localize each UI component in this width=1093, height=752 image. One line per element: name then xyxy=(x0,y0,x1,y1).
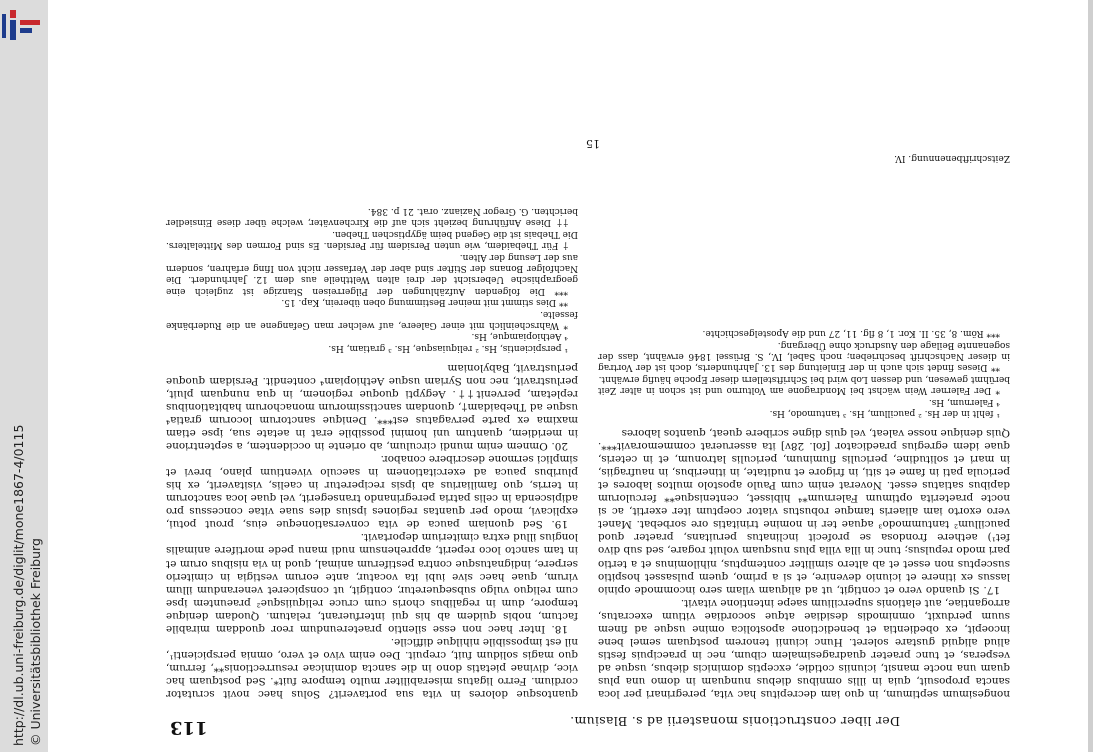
viewer-sidebar xyxy=(0,0,48,752)
footnote: ** Dieses findet sich auch in der Einleitung des 13. Jahrhunderts, doch ist der Vortrag in dieser Nachschrift beschrieben; noch Sabel, IV., S. Brüssel 1846 erwähnt, dass der sogenannte Beilage den Ausdruck ohne Übergang. xyxy=(598,339,1010,373)
footnote: *** Röm. 8, 35. II. Kor. 1, 8 flg. 11, 27 und die Apostelgeschichte. xyxy=(702,328,1000,339)
body-paragraph: quantosque dolores in vita sua portaverit? Solus haec novit scrutator cordium. Ferro ligatus miserabiliter multo tempore fuit*. Sed postquam hac vice, divinae pietatis dono in die sancta dominicae resurrectionis**, ferrum, quo magis solidum fuit, crepuit. Deo enim vivo et vero, omnia perspicienti¹, nil est impossibile nihilque difficile. xyxy=(166,635,578,700)
left-column xyxy=(598,327,1010,700)
running-title: Der liber constructionis monasterii ad s. Blasium. xyxy=(569,714,900,729)
body-paragraph: 18. Inter haec non esse silentio praetereundum reor quoddam mirabile factum, nobis quidem ab his qui interfuerant, relatum. Quodam denique tempore, dum in regalibus choris cum cruce reliquiisque² praeuntem ipse cum reliquo vulgo subsequeretur, contigit, ut conspiceret venerandum illum virum, quae haec sive iubi ita vocatur, ante eorum vestigia in cimiterio serpere, indignatusque contra pestiferum animal, quod in via nisibus orum et in tam sancto loco reperit, apprehensum nudi manu pede mortifere animalis longius illud extra cimiterium deportavit. xyxy=(166,531,578,635)
footnote: ¹ perspicientis, Hs. ² reliquiasque, Hs. ³ gratiam, Hs. xyxy=(328,342,568,353)
footnote: * Der Falerner Wein wächst bei Mondragone am Volturno und ist schon in alter Zeit berühmt gewesen, und dessen Lob wird bei Schriftstellern dieser Epoche häufig erwähnt. xyxy=(598,373,1010,396)
copyright-notice: © Universitätsbibliothek Freiburg xyxy=(28,538,43,746)
footnote: ⁴ Falernum, Hs. xyxy=(928,396,1000,407)
viewer-scrollbar[interactable] xyxy=(1088,0,1093,752)
page-number: 113 xyxy=(170,717,208,738)
right-column xyxy=(166,205,578,701)
source-url[interactable]: http://dl.ub.uni-freiburg.de/diglit/mone1867-4/0115 xyxy=(11,424,26,746)
sidebar-caption xyxy=(4,26,44,746)
footnote: †† Diese Anführung bezieht sich auf die Kirchenväter, welche über diese Einsiedler berichten. G. Gregor Nazianz. orat. 21 p. 384. xyxy=(166,205,578,228)
body-paragraph: 19. Sed quoniam pauca de vita conversationeque eius, prout potui, explicavi, modo per quantas regiones ipsius dies suae vitae concessus pro adipiscenda in celis patria peregrinando transegerit, vel quae loca sanctorum in terris, quo familiarius ab ipsis reciperetur in caelis, visitaverit, ex his pluribus pauca ad exercitationem in saeculo viventium plano, brevi et simplici sermone describere conabor. xyxy=(166,453,578,531)
footnote: ⁴ Aethiopiamque, Hs. xyxy=(471,331,568,342)
footnote: *** Die folgenden Aufzählungen der Pilgerreisen Stanzige ist zugleich eine geographische Uebersicht der drei alten Welttheile aus dem 12. Jahrhundert. Die Nachfolger Bonans der Stifter sind aber der Verfasser nicht von Ifing erfahren, sondern aus der Lesung der Alten. xyxy=(166,251,578,296)
printer-signature: Zeitschriftbenennung. IV. xyxy=(894,153,1010,163)
footnote: * Wahrscheinlich mit einer Galeere, auf welcher man Gefangene an die Ruderbänke fesselte. xyxy=(166,308,578,330)
running-head xyxy=(160,710,1040,738)
footnotes-left xyxy=(598,327,1010,418)
footnote: † Für Thebaidem, wie unten Persidem für Persiden. Es sind Formen des Mittelalters. Die Thebais ist die Gegend beim ägyptischen Theben. xyxy=(166,228,578,251)
scanned-page xyxy=(160,8,1040,744)
footnote: ** Dies stimmt mit meiner Bestimmung oben überein, Kap. 15. xyxy=(281,297,568,308)
body-paragraph: 17. Si quando vero et contigit, ut ad aliquam vilam sero incommode opinio lassus ex itinere et iciunio devenire, et si a primo, quem pulsasset hospitio susceptus non esset et ab altero similiter contemptus, nihilominus et a tertio pari modo repulsus; tunc in illa villa plus nusquam voluit rogare, sed sub divo fet¹) aethere frondosa se profecit inclinatus peruitans, praeter quod paucillum² tantummodo³ aquae ter in nomine trinitatis ore sorbebat. Manet vero exorto iam aliaeris tamque robustus viator coeptum iter exertit, ac si nocte praeterita optimum Falernum*⁴ hibisset, centenisque** ferculorum dapibus satiatus esset. Noverat enim cum Paulo apostolo multos labores et pericula pati in fame et siti, in frigore et nuditate, in itineribus, in naufragiis, in mari et solitudine, periculis fluminum, periculis latronum, et in ceteris, quae idem egregius praedicator [fol. 28v] ita asseruerat commemoravit***. Quis denique nosse valeat, vel quis digne scribere queat, quantos labores xyxy=(598,427,1010,596)
footnotes-right xyxy=(166,205,578,353)
body-paragraph: 20. Omnem enim mundi circulum, ab oriente in occidentem, a septentrione in meridiem, quantum uni homini possibile erat in aetate sua, ipse etiam maxima ex parte pervagatus est***. Denique sanctorum locorum gratia⁴ usque ad Thebaidam†, quondam sanctissimorum monachorum habitationibus repletam, pervenit††. Aegypti quoque regionem, in qua nunquam pluit, perlustravit, nec non Syriam usque Aethiopiam⁴ contendit. Persidam quoque perlustravit, Babyloniam xyxy=(166,361,578,453)
body-paragraph: nongesimum septimum, in quo iam decrepitus hac vita, peregrinari per loca sancta proposuit, quia in illis omnibus diebus nunquam in domo una plus quam una nocte mansit, iciuniis cotidie, exceptis dominicis diebus, usque ad vesperas, et tunc praeter quadragesimalem cibum, nec in praecipuis festis aliud aliquid gustare soleret. Hunc iciunii tenorem postquam semel bene incoepit, ex obedientia et benedictione apostolica omine usque ad finem suum perduxit, omnimodis desidiae atque socordiae vitium execratus, arrogantiae, aut elationis supercilium saepe intentione vitavit. xyxy=(598,596,1010,700)
footnote: ¹ fehlt in der Hs. ² paucillum, Hs. ³ tantumodo, Hs. xyxy=(769,408,1000,419)
signature-number: 15 xyxy=(586,137,600,150)
